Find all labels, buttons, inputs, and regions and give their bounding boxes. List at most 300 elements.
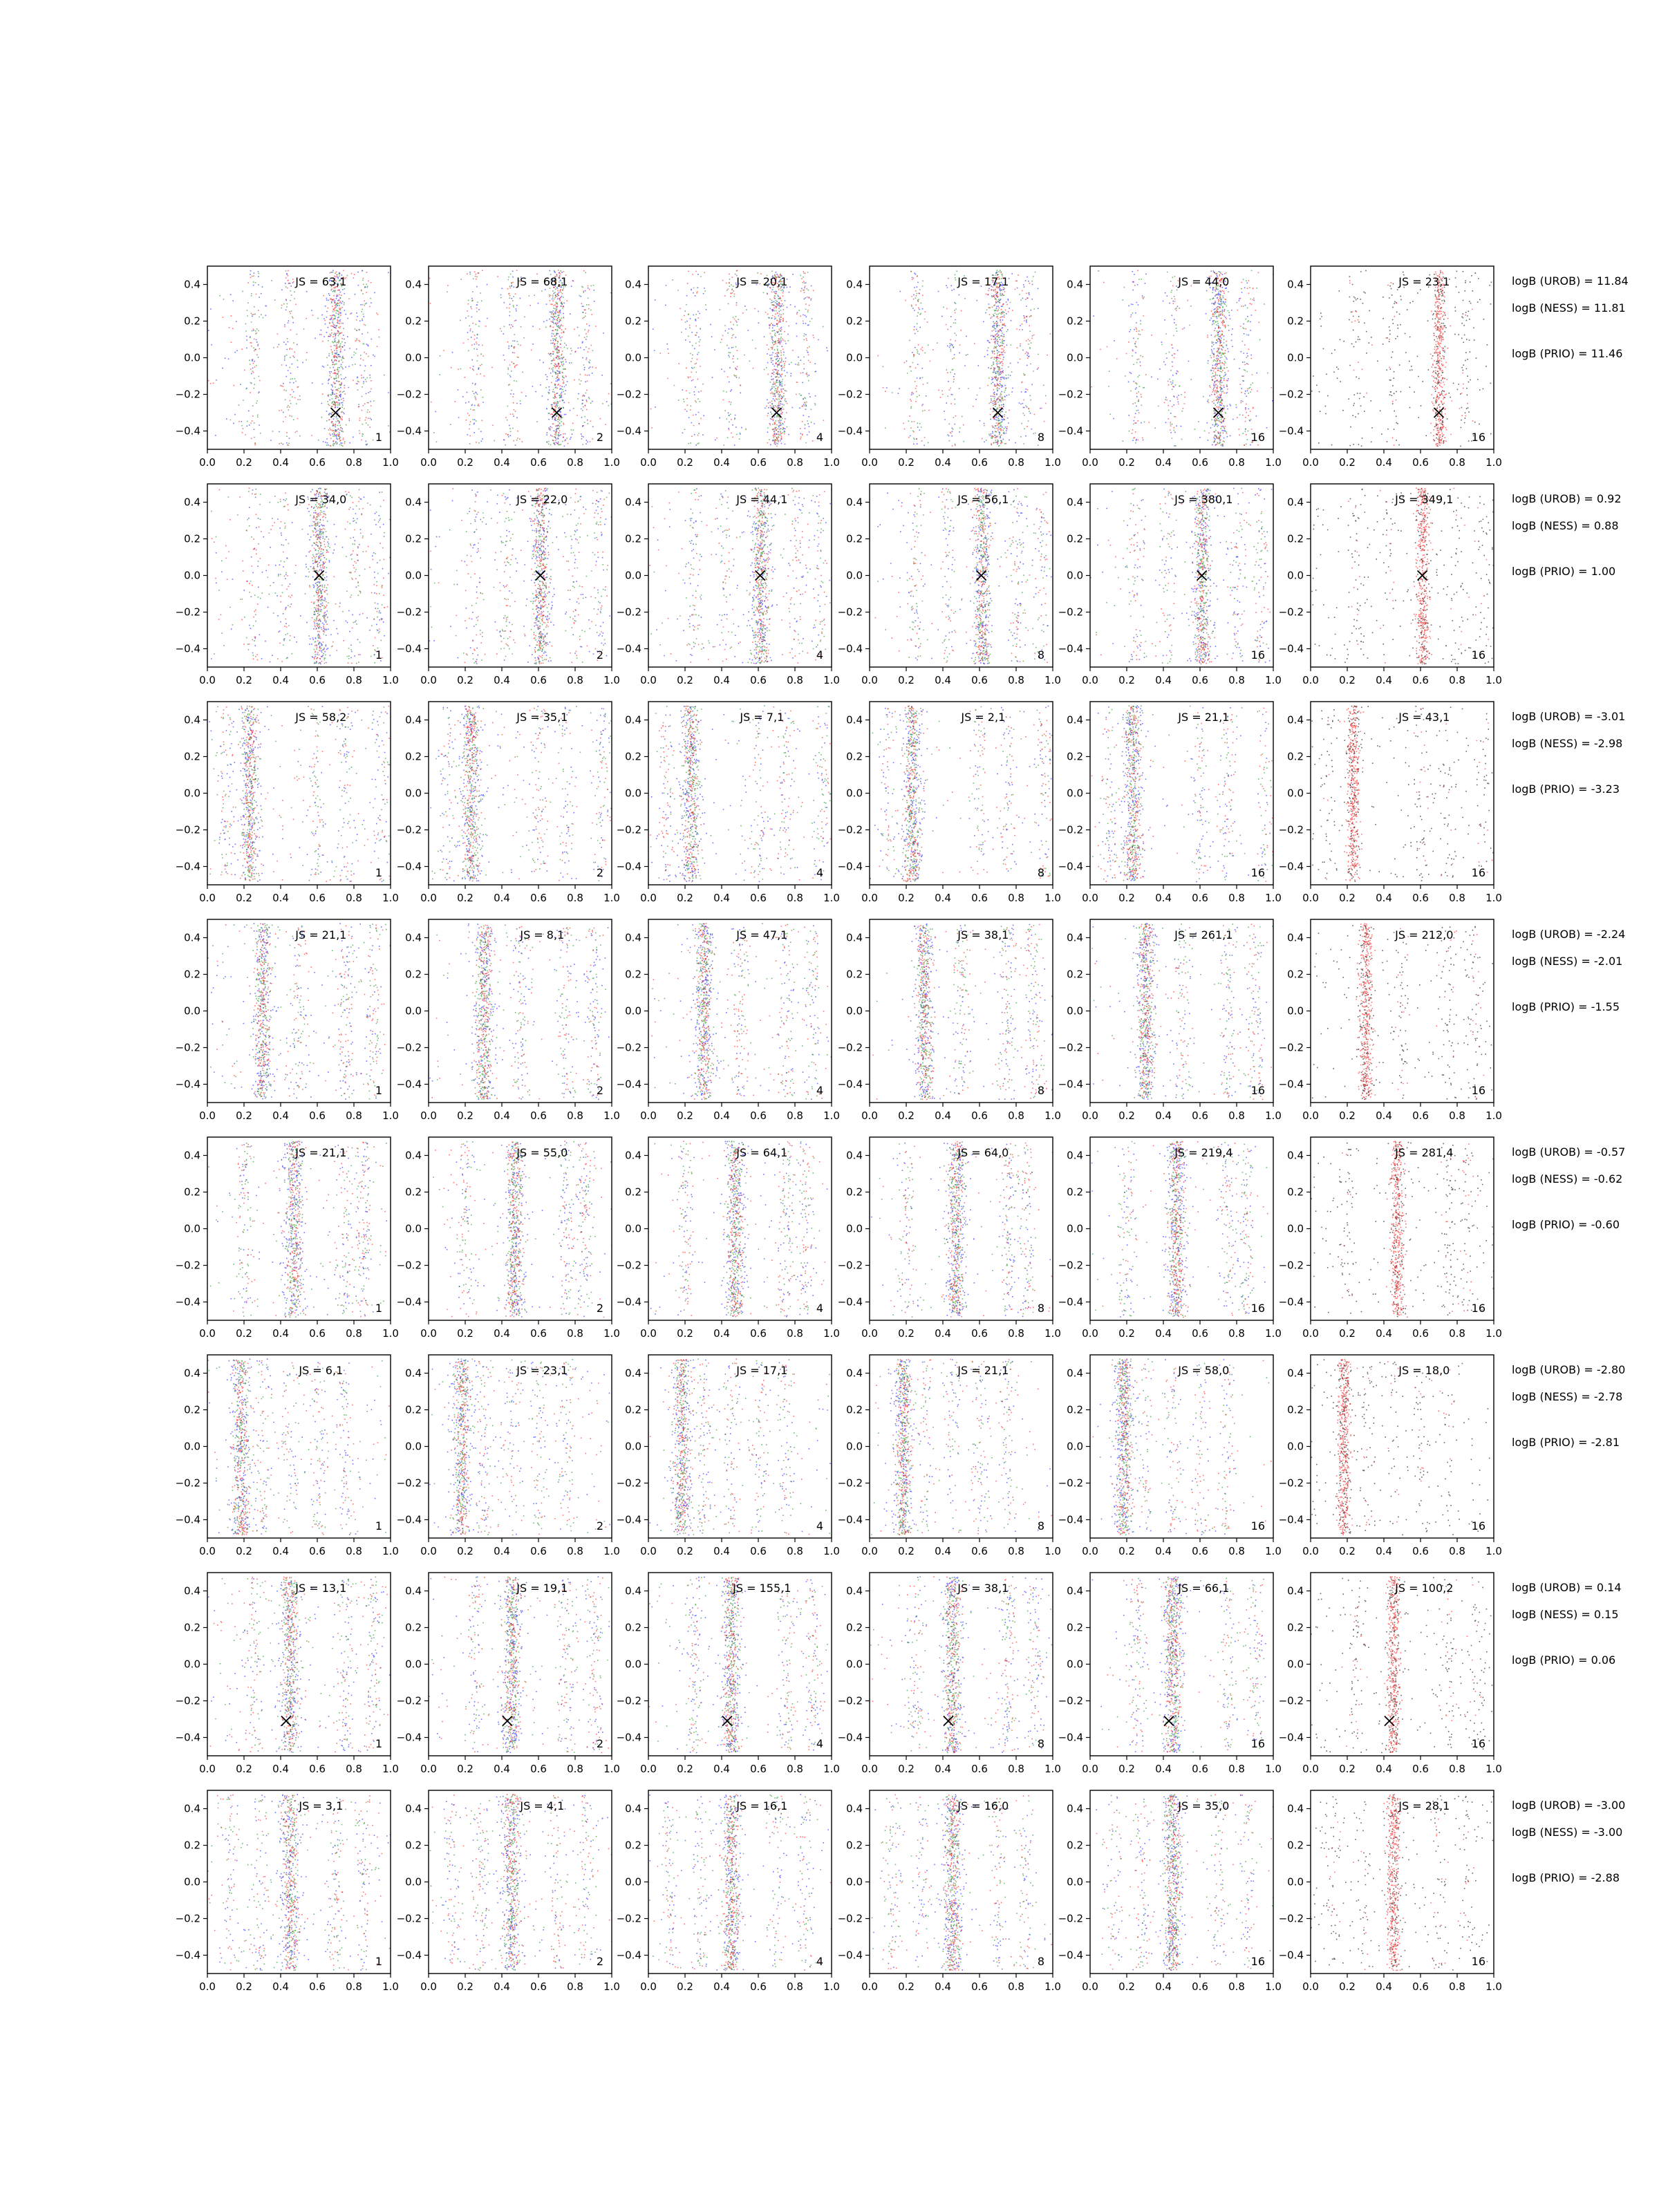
series-green-points <box>872 1796 1051 1971</box>
series-red-points <box>1323 706 1495 881</box>
panel-r6-c6 <box>1279 1355 1502 1557</box>
x-tick-label: 0.2 <box>236 1763 252 1775</box>
y-tick-label: −0.2 <box>1278 1694 1304 1707</box>
js-annotation: JS = 44,0 <box>1178 275 1230 288</box>
x-tick-label: 0.4 <box>272 1763 289 1775</box>
y-tick-label: 0.0 <box>846 1875 863 1888</box>
scatter-points <box>651 923 832 1100</box>
x-tick-label: 1.0 <box>1044 1545 1061 1557</box>
x-tick-label: 0.2 <box>457 1763 474 1775</box>
y-tick-label: 0.2 <box>405 1185 422 1199</box>
x-tick-label: 0.8 <box>1008 674 1024 686</box>
axes-frame <box>207 1573 391 1756</box>
y-tick-label: −0.2 <box>175 606 200 619</box>
y-tick-label: −0.4 <box>175 860 200 873</box>
x-tick-label: 0.6 <box>750 1109 767 1122</box>
axes-frame <box>1090 1573 1273 1756</box>
y-tick-label: 0.4 <box>405 278 422 291</box>
y-tick-label: 0.4 <box>846 931 863 944</box>
y-tick-label: −0.4 <box>175 1731 200 1744</box>
js-annotation: JS = 22,0 <box>516 493 568 506</box>
y-tick-label: 0.4 <box>625 1367 641 1380</box>
x-tick-label: 0.2 <box>898 1545 915 1557</box>
js-annotation: JS = 17,1 <box>736 1364 788 1377</box>
y-tick-label: −0.2 <box>175 388 200 401</box>
y-tick-label: 0.2 <box>1067 532 1083 545</box>
y-tick-label: 0.0 <box>184 1440 200 1453</box>
y-tick-label: 0.2 <box>846 1403 863 1416</box>
x-tick-label: 0.0 <box>420 892 437 904</box>
series-green-points <box>1102 1577 1274 1752</box>
y-tick-label: 0.2 <box>625 532 641 545</box>
axes-frame <box>648 1573 832 1756</box>
column-index-label: 8 <box>1037 648 1044 662</box>
x-tick-label: 0.6 <box>1412 1327 1429 1340</box>
panel-r2-c1 <box>176 484 399 686</box>
logb-prio-label: logB (PRIO) = 0.06 <box>1512 1653 1616 1667</box>
series-green-points <box>870 1576 1052 1753</box>
x-tick-label: 0.0 <box>199 456 216 469</box>
x-tick-label: 0.6 <box>1412 1109 1429 1122</box>
x-tick-label: 1.0 <box>1485 674 1502 686</box>
x-tick-label: 0.0 <box>861 1763 878 1775</box>
x-tick-label: 0.8 <box>787 1763 803 1775</box>
series-green-points <box>433 1141 612 1317</box>
series-red-points <box>429 270 612 444</box>
x-tick-label: 0.2 <box>457 1327 474 1340</box>
scatter-points <box>1311 1359 1490 1535</box>
panel-r8-c6 <box>1279 1790 1502 1993</box>
column-index-label: 16 <box>1471 1737 1485 1750</box>
x-tick-label: 0.0 <box>199 1763 216 1775</box>
y-tick-label: −0.2 <box>616 388 641 401</box>
x-tick-label: 0.8 <box>1449 1980 1465 1993</box>
x-tick-label: 0.4 <box>494 1763 510 1775</box>
series-blue-points <box>649 1794 832 1970</box>
js-annotation: JS = 43,1 <box>1398 711 1450 724</box>
scatter-points <box>429 1359 610 1536</box>
y-tick-label: −0.4 <box>396 1731 422 1744</box>
js-annotation: JS = 100,2 <box>1395 1582 1454 1595</box>
column-index-label: 4 <box>816 431 823 444</box>
y-tick-label: 0.2 <box>1067 1185 1083 1199</box>
x-tick-label: 0.0 <box>1302 1327 1319 1340</box>
x-tick-label: 0.2 <box>1339 1545 1356 1557</box>
x-tick-label: 0.0 <box>861 1109 878 1122</box>
x-tick-label: 0.4 <box>272 892 289 904</box>
x-tick-label: 1.0 <box>1044 1763 1061 1775</box>
panel-r3-c5 <box>1058 702 1282 904</box>
y-tick-label: 0.0 <box>625 1440 641 1453</box>
panel-r2-c3 <box>617 484 840 686</box>
y-tick-label: −0.4 <box>616 1078 641 1091</box>
y-tick-label: 0.0 <box>405 1222 422 1235</box>
x-tick-label: 0.8 <box>787 892 803 904</box>
axes-frame <box>1311 702 1494 885</box>
y-tick-label: −0.4 <box>837 642 863 655</box>
axes-frame <box>207 919 391 1103</box>
panel-r3-c4 <box>838 702 1061 904</box>
series-red-points <box>212 488 391 664</box>
y-tick-label: −0.4 <box>175 1295 200 1309</box>
x-tick-label: 0.6 <box>750 1763 767 1775</box>
series-red-points <box>1091 270 1272 446</box>
x-tick-label: 1.0 <box>1485 1109 1502 1122</box>
x-tick-label: 0.4 <box>494 1545 510 1557</box>
scatter-points <box>208 1358 390 1535</box>
x-tick-label: 0.0 <box>420 456 437 469</box>
series-green-points <box>1092 1141 1267 1317</box>
axes-frame <box>870 919 1053 1103</box>
x-tick-label: 1.0 <box>382 1980 399 1993</box>
series-red-points <box>881 1794 1052 1971</box>
y-tick-label: −0.2 <box>1058 1041 1083 1054</box>
logb-ness-label: logB (NESS) = -3.00 <box>1512 1826 1623 1839</box>
x-tick-label: 0.0 <box>640 674 657 686</box>
y-tick-label: 0.4 <box>846 1367 863 1380</box>
y-tick-label: 0.2 <box>625 968 641 981</box>
scatter-points <box>208 1141 391 1318</box>
panel-r8-c1 <box>176 1790 399 1993</box>
panel-r4-c4 <box>838 919 1061 1122</box>
y-tick-label: −0.4 <box>837 1295 863 1309</box>
series-blue-points <box>445 1143 612 1318</box>
series-red-points <box>1096 1794 1274 1971</box>
y-tick-label: −0.2 <box>396 1912 422 1925</box>
x-tick-label: 0.2 <box>677 456 693 469</box>
js-annotation: JS = 380,1 <box>1174 493 1233 506</box>
scatter-points <box>208 1577 391 1753</box>
y-tick-label: −0.4 <box>396 424 422 438</box>
x-tick-label: 0.4 <box>272 456 289 469</box>
y-tick-label: −0.4 <box>837 1513 863 1526</box>
panel-r2-c5 <box>1058 484 1282 686</box>
x-tick-label: 0.4 <box>494 1109 510 1122</box>
x-tick-label: 0.2 <box>1118 1327 1135 1340</box>
axes-frame <box>1311 1355 1494 1538</box>
panel-r2-c6 <box>1279 484 1502 686</box>
x-tick-label: 0.8 <box>1449 456 1465 469</box>
column-index-label: 16 <box>1471 1519 1485 1533</box>
y-tick-label: 0.0 <box>184 1222 200 1235</box>
series-blue-points <box>877 488 1051 664</box>
panel-r6-c1 <box>176 1355 399 1557</box>
x-tick-label: 0.0 <box>1082 456 1098 469</box>
y-tick-label: 0.2 <box>625 1839 641 1852</box>
x-tick-label: 0.2 <box>1118 1763 1135 1775</box>
x-tick-label: 1.0 <box>603 1545 620 1557</box>
y-tick-label: −0.2 <box>396 606 422 619</box>
y-tick-label: 0.4 <box>1287 1584 1304 1597</box>
y-tick-label: −0.4 <box>175 1949 200 1962</box>
x-tick-label: 0.0 <box>640 1327 657 1340</box>
x-tick-label: 1.0 <box>1265 456 1282 469</box>
series-blue-points <box>1093 924 1268 1100</box>
y-tick-label: 0.4 <box>846 496 863 509</box>
x-tick-label: 0.6 <box>1412 1763 1429 1775</box>
y-tick-label: 0.0 <box>405 1004 422 1018</box>
x-tick-label: 0.2 <box>898 1980 915 1993</box>
x-tick-label: 0.8 <box>1008 1980 1024 1993</box>
column-index-label: 16 <box>1250 1302 1265 1315</box>
y-tick-label: −0.4 <box>1058 424 1083 438</box>
x-tick-label: 0.2 <box>457 892 474 904</box>
x-tick-label: 0.8 <box>567 456 583 469</box>
x-tick-label: 0.6 <box>530 674 547 686</box>
axes-frame <box>207 484 391 667</box>
x-tick-label: 0.2 <box>677 1763 693 1775</box>
column-index-label: 2 <box>596 431 603 444</box>
scatter-points <box>1311 1794 1494 1971</box>
x-tick-label: 0.0 <box>640 1545 657 1557</box>
y-tick-label: 0.2 <box>1287 750 1304 763</box>
x-tick-label: 1.0 <box>1485 1327 1502 1340</box>
x-tick-label: 0.2 <box>1339 456 1356 469</box>
panel-r1-c3 <box>617 266 840 469</box>
axes-frame <box>870 266 1053 449</box>
x-tick-label: 0.4 <box>1155 1763 1172 1775</box>
x-tick-label: 1.0 <box>823 1980 840 1993</box>
x-tick-label: 0.6 <box>309 1327 326 1340</box>
axes-frame <box>207 1790 391 1974</box>
js-annotation: JS = 35,1 <box>516 711 568 724</box>
y-tick-label: −0.2 <box>1278 1259 1304 1272</box>
series-blue-points <box>1097 488 1272 663</box>
x-tick-label: 0.8 <box>567 1545 583 1557</box>
scatter-points <box>1311 1141 1494 1318</box>
y-tick-label: 0.4 <box>1287 1367 1304 1380</box>
logb-urob-label: logB (UROB) = 0.92 <box>1512 492 1622 505</box>
series-green-points <box>209 1360 386 1535</box>
y-tick-label: 0.4 <box>1067 713 1083 727</box>
x-tick-label: 0.6 <box>530 1545 547 1557</box>
x-tick-label: 0.8 <box>787 1109 803 1122</box>
y-tick-label: 0.0 <box>405 787 422 800</box>
y-tick-label: −0.4 <box>1278 424 1304 438</box>
y-tick-label: −0.4 <box>396 1078 422 1091</box>
panel-r6-c3 <box>617 1355 840 1557</box>
x-tick-label: 0.4 <box>935 1109 951 1122</box>
y-tick-label: −0.2 <box>1278 1041 1304 1054</box>
x-tick-label: 0.6 <box>750 1327 767 1340</box>
y-tick-label: 0.2 <box>846 1185 863 1199</box>
series-blue-points <box>1098 1359 1236 1535</box>
x-tick-label: 0.4 <box>1376 1327 1392 1340</box>
column-index-label: 2 <box>596 1519 603 1533</box>
x-tick-label: 0.4 <box>494 1327 510 1340</box>
series-red-points <box>1091 706 1275 882</box>
series-black-points <box>1311 706 1494 882</box>
logb-ness-label: logB (NESS) = -2.98 <box>1512 737 1623 750</box>
x-tick-label: 1.0 <box>1265 1763 1282 1775</box>
js-annotation: JS = 7,1 <box>740 711 785 724</box>
y-tick-label: 0.4 <box>405 1149 422 1162</box>
x-tick-label: 0.8 <box>787 674 803 686</box>
x-tick-label: 1.0 <box>382 892 399 904</box>
y-tick-label: 0.4 <box>1287 931 1304 944</box>
series-green-points <box>436 925 606 1100</box>
logb-ness-label: logB (NESS) = -2.78 <box>1512 1390 1623 1403</box>
y-tick-label: 0.4 <box>184 1802 200 1815</box>
y-tick-label: −0.2 <box>837 1912 863 1925</box>
x-tick-label: 0.0 <box>861 1545 878 1557</box>
x-tick-label: 0.4 <box>935 1980 951 1993</box>
x-tick-label: 0.4 <box>713 1545 730 1557</box>
x-tick-label: 1.0 <box>603 1763 620 1775</box>
y-tick-label: −0.2 <box>1058 1694 1083 1707</box>
y-tick-label: −0.2 <box>1058 1477 1083 1490</box>
series-blue-points <box>870 706 1054 882</box>
column-index-label: 16 <box>1471 648 1485 662</box>
js-annotation: JS = 66,1 <box>1178 1582 1230 1595</box>
x-tick-label: 0.0 <box>1082 1763 1098 1775</box>
js-annotation: JS = 4,1 <box>520 1799 565 1812</box>
scatter-points <box>208 270 391 447</box>
series-green-points <box>431 1359 609 1536</box>
x-tick-label: 1.0 <box>1044 1327 1061 1340</box>
scatter-points <box>650 1141 828 1317</box>
x-tick-label: 0.6 <box>530 1763 547 1775</box>
x-tick-label: 0.8 <box>346 1763 362 1775</box>
x-tick-label: 0.4 <box>935 1763 951 1775</box>
panel-r5-c3 <box>617 1137 840 1340</box>
y-tick-label: −0.2 <box>616 1041 641 1054</box>
scatter-points <box>1311 1576 1492 1753</box>
y-tick-label: 0.2 <box>405 968 422 981</box>
x-tick-label: 0.8 <box>346 674 362 686</box>
panel-r7-c5 <box>1058 1573 1282 1775</box>
column-index-label: 1 <box>375 1519 382 1533</box>
js-annotation: JS = 34,0 <box>295 493 347 506</box>
x-tick-label: 0.6 <box>1412 892 1429 904</box>
y-tick-label: 0.4 <box>625 1149 641 1162</box>
y-tick-label: 0.2 <box>625 1185 641 1199</box>
x-tick-label: 0.8 <box>787 456 803 469</box>
panel-r4-c2 <box>397 919 620 1122</box>
y-tick-label: 0.4 <box>625 1802 641 1815</box>
x-tick-label: 0.8 <box>346 1545 362 1557</box>
y-tick-label: 0.0 <box>1067 1004 1083 1018</box>
y-tick-label: −0.4 <box>1058 1731 1083 1744</box>
y-tick-label: 0.2 <box>405 1403 422 1416</box>
series-green-points <box>872 706 1058 881</box>
scatter-points <box>649 1794 832 1971</box>
panel-r8-c2 <box>397 1790 620 1993</box>
logb-urob-label: logB (UROB) = -2.80 <box>1512 1363 1626 1376</box>
column-index-label: 16 <box>1250 1519 1265 1533</box>
series-green-points <box>672 270 823 446</box>
series-blue-points <box>217 1142 387 1318</box>
scatter-points <box>207 1794 391 1971</box>
y-tick-label: 0.4 <box>184 1149 200 1162</box>
series-green-points <box>661 1359 831 1535</box>
logb-urob-label: logB (UROB) = -0.57 <box>1512 1145 1626 1159</box>
series-red-points <box>1093 1358 1272 1535</box>
column-index-label: 1 <box>375 866 382 879</box>
y-tick-label: −0.2 <box>396 1259 422 1272</box>
y-tick-label: −0.2 <box>175 1477 200 1490</box>
y-tick-label: −0.4 <box>175 1078 200 1091</box>
axes-frame <box>207 702 391 885</box>
panel-r8-c3 <box>617 1790 840 1993</box>
logb-ness-label: logB (NESS) = 0.88 <box>1512 519 1619 532</box>
column-index-label: 4 <box>816 1084 823 1097</box>
panel-r4-c1 <box>176 919 399 1122</box>
x-tick-label: 0.8 <box>787 1980 803 1993</box>
y-tick-label: 0.0 <box>405 1440 422 1453</box>
x-tick-label: 0.4 <box>1376 1763 1392 1775</box>
series-red-points <box>210 1577 388 1752</box>
y-tick-label: 0.2 <box>1067 968 1083 981</box>
y-tick-label: 0.0 <box>1067 1658 1083 1671</box>
x-tick-label: 1.0 <box>823 1763 840 1775</box>
x-tick-label: 0.2 <box>457 674 474 686</box>
column-index-label: 2 <box>596 1737 603 1750</box>
scatter-points <box>1091 924 1274 1100</box>
axes-frame <box>870 1137 1053 1320</box>
series-red-points <box>1342 1576 1481 1752</box>
x-tick-label: 0.4 <box>272 674 289 686</box>
y-tick-label: −0.2 <box>1058 1259 1083 1272</box>
js-annotation: JS = 261,1 <box>1174 928 1233 941</box>
y-tick-label: 0.0 <box>184 1004 200 1018</box>
scatter-points <box>878 270 1051 447</box>
column-index-label: 4 <box>816 1302 823 1315</box>
x-tick-label: 0.4 <box>494 674 510 686</box>
y-tick-label: −0.2 <box>837 823 863 836</box>
axes-frame <box>207 1355 391 1538</box>
x-tick-label: 0.0 <box>640 1109 657 1122</box>
y-tick-label: 0.4 <box>1067 1584 1083 1597</box>
js-annotation: JS = 21,1 <box>1178 711 1230 724</box>
x-tick-label: 0.6 <box>971 892 988 904</box>
y-tick-label: 0.0 <box>1067 351 1083 364</box>
x-tick-label: 0.0 <box>199 1980 216 1993</box>
y-tick-label: 0.4 <box>405 496 422 509</box>
panel-r7-c4 <box>838 1573 1061 1775</box>
x-tick-label: 0.8 <box>567 1109 583 1122</box>
y-tick-label: −0.2 <box>616 823 641 836</box>
series-red-points <box>216 1141 386 1318</box>
series-blue-points <box>1093 270 1273 447</box>
scatter-points <box>1096 1794 1273 1971</box>
x-tick-label: 0.0 <box>420 1109 437 1122</box>
y-tick-label: 0.0 <box>846 787 863 800</box>
logb-prio-label: logB (PRIO) = -2.81 <box>1512 1436 1620 1449</box>
y-tick-label: 0.4 <box>184 278 200 291</box>
y-tick-label: 0.2 <box>1287 968 1304 981</box>
y-tick-label: 0.4 <box>625 278 641 291</box>
x-tick-label: 0.8 <box>1449 1763 1465 1775</box>
x-tick-label: 0.2 <box>236 1109 252 1122</box>
y-tick-label: −0.4 <box>1058 642 1083 655</box>
y-tick-label: −0.2 <box>1278 1477 1304 1490</box>
series-blue-points <box>882 1577 1050 1753</box>
series-blue-points <box>211 488 392 665</box>
y-tick-label: −0.2 <box>175 1694 200 1707</box>
y-tick-label: −0.4 <box>837 1731 863 1744</box>
column-index-label: 8 <box>1037 1955 1044 1968</box>
y-tick-label: −0.2 <box>175 1259 200 1272</box>
x-tick-label: 0.6 <box>1192 456 1208 469</box>
x-tick-label: 0.2 <box>1339 1980 1356 1993</box>
scatter-points <box>1091 270 1273 447</box>
x-tick-label: 0.2 <box>457 1545 474 1557</box>
axes-frame <box>1311 484 1494 667</box>
series-black-points <box>1311 1142 1494 1318</box>
series-green-points <box>219 270 389 447</box>
y-tick-label: −0.4 <box>616 424 641 438</box>
